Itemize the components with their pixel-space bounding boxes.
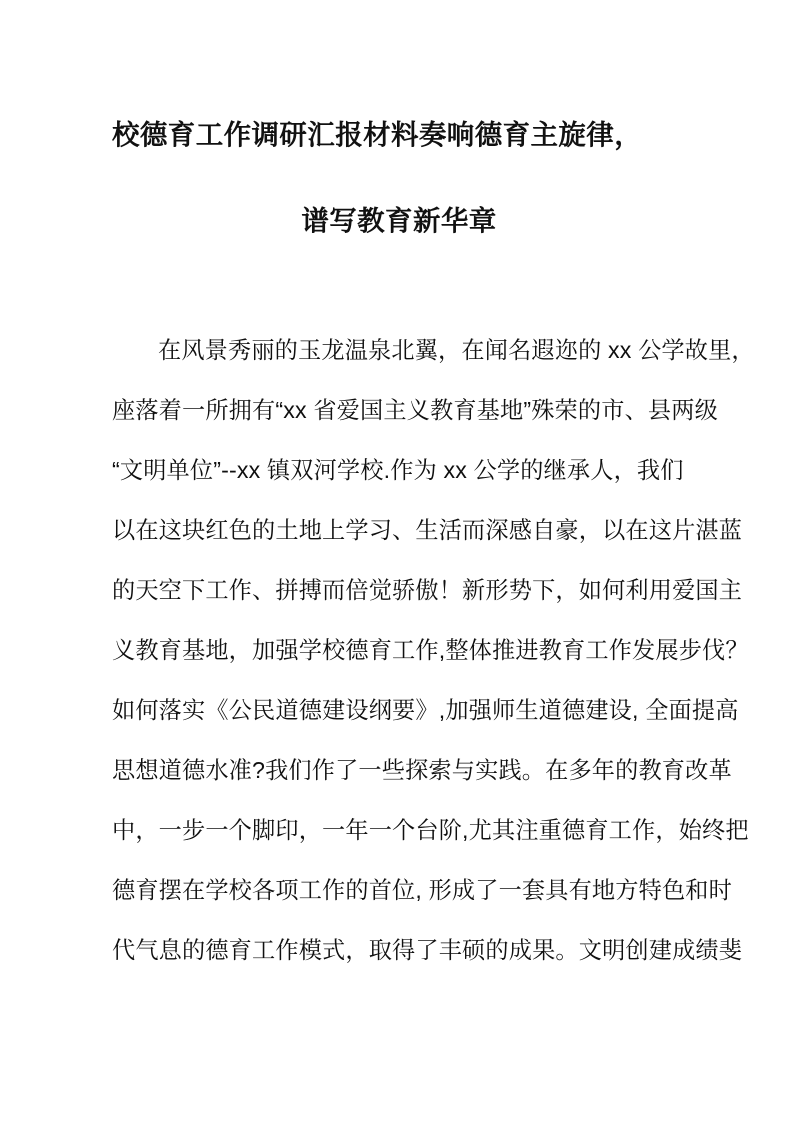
- body-line: 中，一步一个脚印，一年一个台阶,尤其注重德育工作，始终把: [112, 817, 749, 843]
- title-line-secondary: 谱写教育新华章: [301, 204, 497, 236]
- document-content: [112, 0, 755, 980]
- body-line: 在风景秀丽的玉龙温泉北翼，在闻名遐迩的 xx 公学故里，: [158, 337, 755, 363]
- body-paragraph: [112, 320, 755, 980]
- document-title: [112, 0, 686, 234]
- body-line: 代气息的德育工作模式，取得了丰硕的成果。文明创建成绩斐: [112, 937, 743, 963]
- body-line: 义教育基地，加强学校德育工作,整体推进教育工作发展步伐？: [112, 637, 749, 663]
- body-line: 以在这块红色的土地上学习、生活而深感自豪，以在这片湛蓝: [112, 517, 743, 543]
- body-line: 思想道德水准?我们作了一些探索与实践。在多年的教育改革: [112, 757, 732, 783]
- body-line: “文明单位”--xx 镇双河学校.作为 xx 公学的继承人，我们: [112, 457, 684, 483]
- title-line-primary: 校德育工作调研汇报材料奏响德育主旋律，: [112, 119, 643, 150]
- body-line: 座落着一所拥有“xx 省爱国主义教育基地”殊荣的市、县两级: [112, 397, 718, 423]
- body-line: 德育摆在学校各项工作的首位, 形成了一套具有地方特色和时: [112, 877, 732, 903]
- body-line: 如何落实《公民道德建设纲要》,加强师生道德建设, 全面提高: [112, 697, 739, 723]
- body-line: 的天空下工作、拼搏而倍觉骄傲！新形势下，如何利用爱国主: [112, 577, 743, 603]
